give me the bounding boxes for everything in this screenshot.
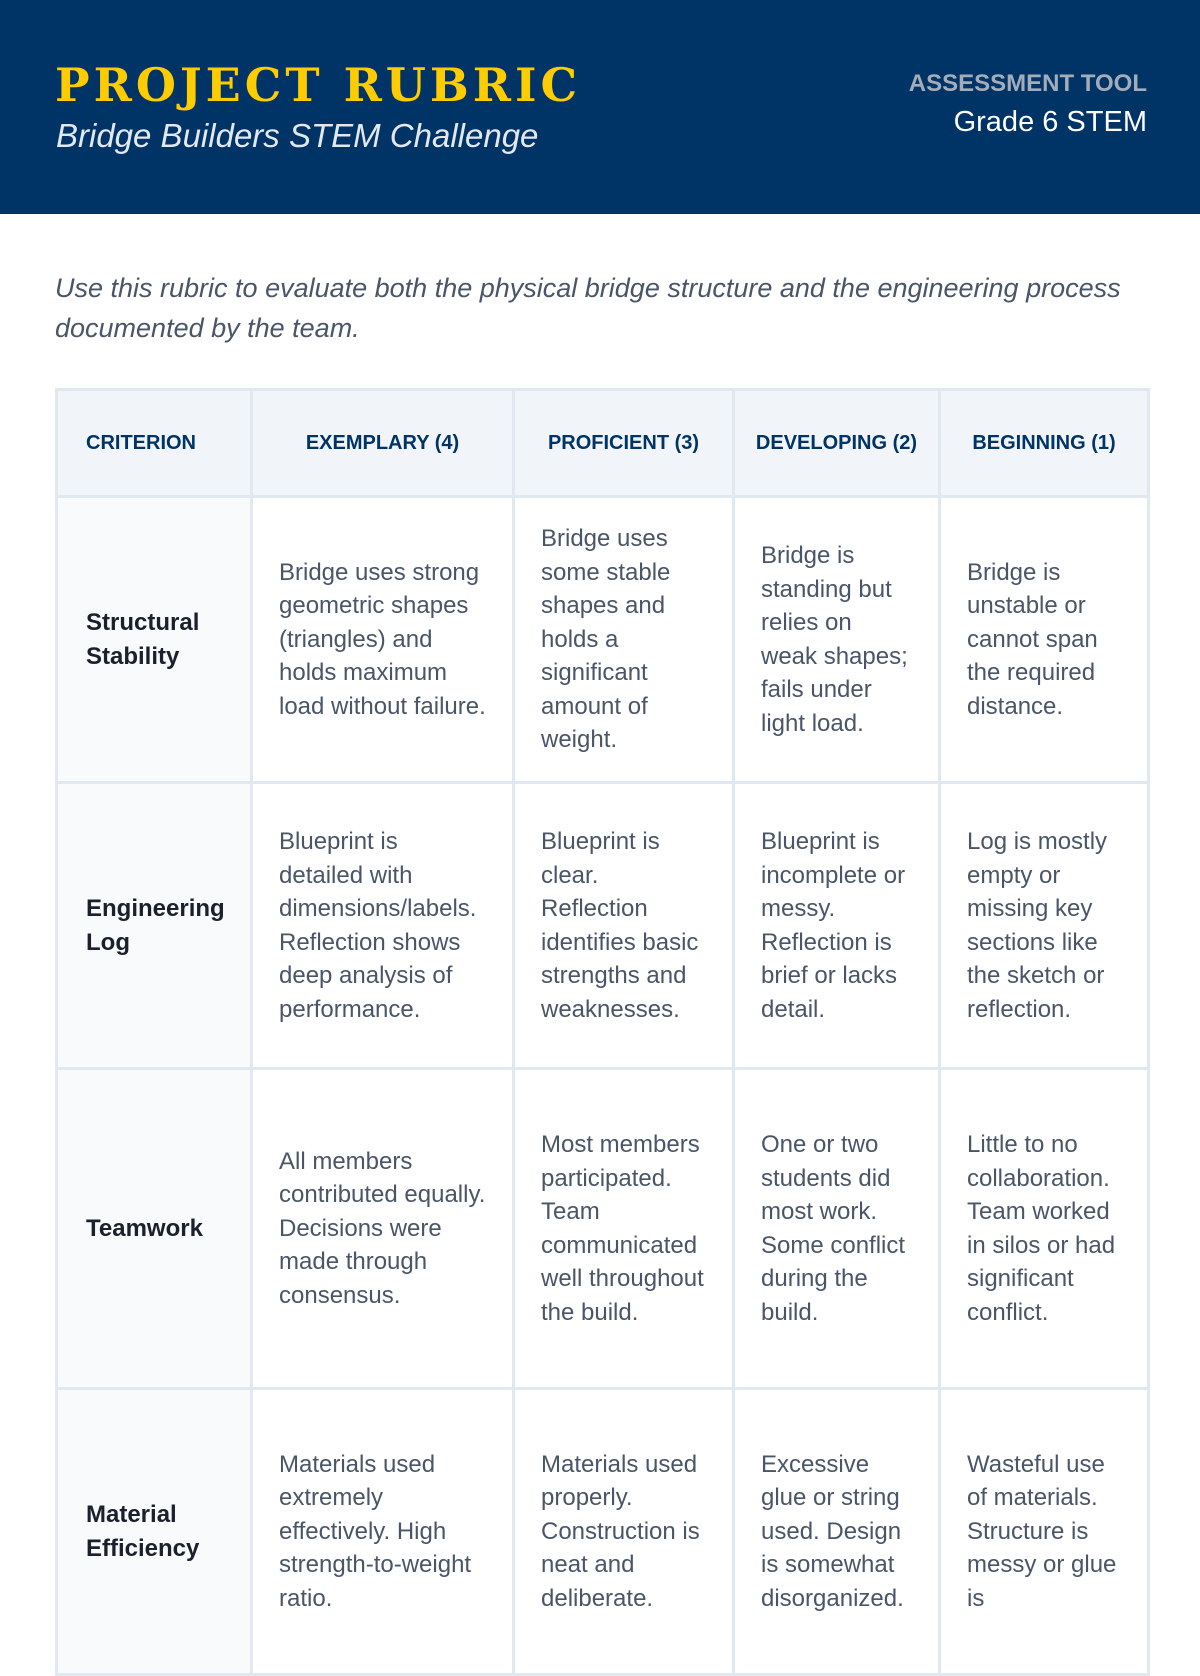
- criterion-cell: Teamwork: [57, 1069, 252, 1389]
- proficient-cell: Bridge uses some stable shapes and holds a significant amount of weight.: [514, 497, 734, 783]
- table-row: [57, 497, 1149, 783]
- table-row: [57, 1069, 1149, 1389]
- intro-text: Use this rubric to evaluate both the physical bridge structure and the engineering process documented by the team.: [55, 273, 1121, 343]
- grade-level: Grade 6 STEM: [953, 106, 1147, 138]
- rubric-table: [55, 388, 1150, 1676]
- assessment-tool-label: ASSESSMENT TOOL: [908, 70, 1147, 97]
- proficient-cell: Most members participated. Team communicated well throughout the build.: [514, 1069, 734, 1389]
- exemplary-cell: Blueprint is detailed with dimensions/labels. Reflection shows deep analysis of performance.: [252, 783, 514, 1069]
- column-header-beginning: BEGINNING (1): [940, 390, 1149, 497]
- exemplary-cell: Materials used extremely effectively. High strength-to-weight ratio.: [252, 1389, 514, 1675]
- beginning-cell: Bridge is unstable or cannot span the required distance.: [940, 497, 1149, 783]
- developing-cell: Blueprint is incomplete or messy. Reflection is brief or lacks detail.: [734, 783, 940, 1069]
- proficient-cell: Blueprint is clear. Reflection identifies basic strengths and weaknesses.: [514, 783, 734, 1069]
- page-title: PROJECT RUBRIC: [55, 58, 582, 112]
- table-row: [57, 783, 1149, 1069]
- developing-cell: Excessive glue or string used. Design is somewhat disorganized.: [734, 1389, 940, 1675]
- criterion-cell: Material Efficiency: [57, 1389, 252, 1675]
- column-header-criterion: CRITERION: [57, 390, 252, 497]
- page-header: [0, 0, 1200, 214]
- developing-cell: Bridge is standing but relies on weak shapes; fails under light load.: [734, 497, 940, 783]
- column-header-proficient: PROFICIENT (3): [514, 390, 734, 497]
- criterion-cell: Structural Stability: [57, 497, 252, 783]
- exemplary-cell: Bridge uses strong geometric shapes (triangles) and holds maximum load without failure.: [252, 497, 514, 783]
- criterion-cell: Engineering Log: [57, 783, 252, 1069]
- column-header-exemplary: EXEMPLARY (4): [252, 390, 514, 497]
- page-subtitle: Bridge Builders STEM Challenge: [56, 117, 539, 154]
- beginning-cell: Wasteful use of materials. Structure is messy or glue is: [940, 1389, 1149, 1675]
- beginning-cell: Log is mostly empty or missing key sections like the sketch or reflection.: [940, 783, 1149, 1069]
- beginning-cell: Little to no collaboration. Team worked in silos or had significant conflict.: [940, 1069, 1149, 1389]
- proficient-cell: Materials used properly. Construction is neat and deliberate.: [514, 1389, 734, 1675]
- developing-cell: One or two students did most work. Some conflict during the build.: [734, 1069, 940, 1389]
- column-header-developing: DEVELOPING (2): [734, 390, 940, 497]
- table-row: [57, 1389, 1149, 1675]
- table-header-row: [57, 390, 1149, 497]
- exemplary-cell: All members contributed equally. Decisions were made through consensus.: [252, 1069, 514, 1389]
